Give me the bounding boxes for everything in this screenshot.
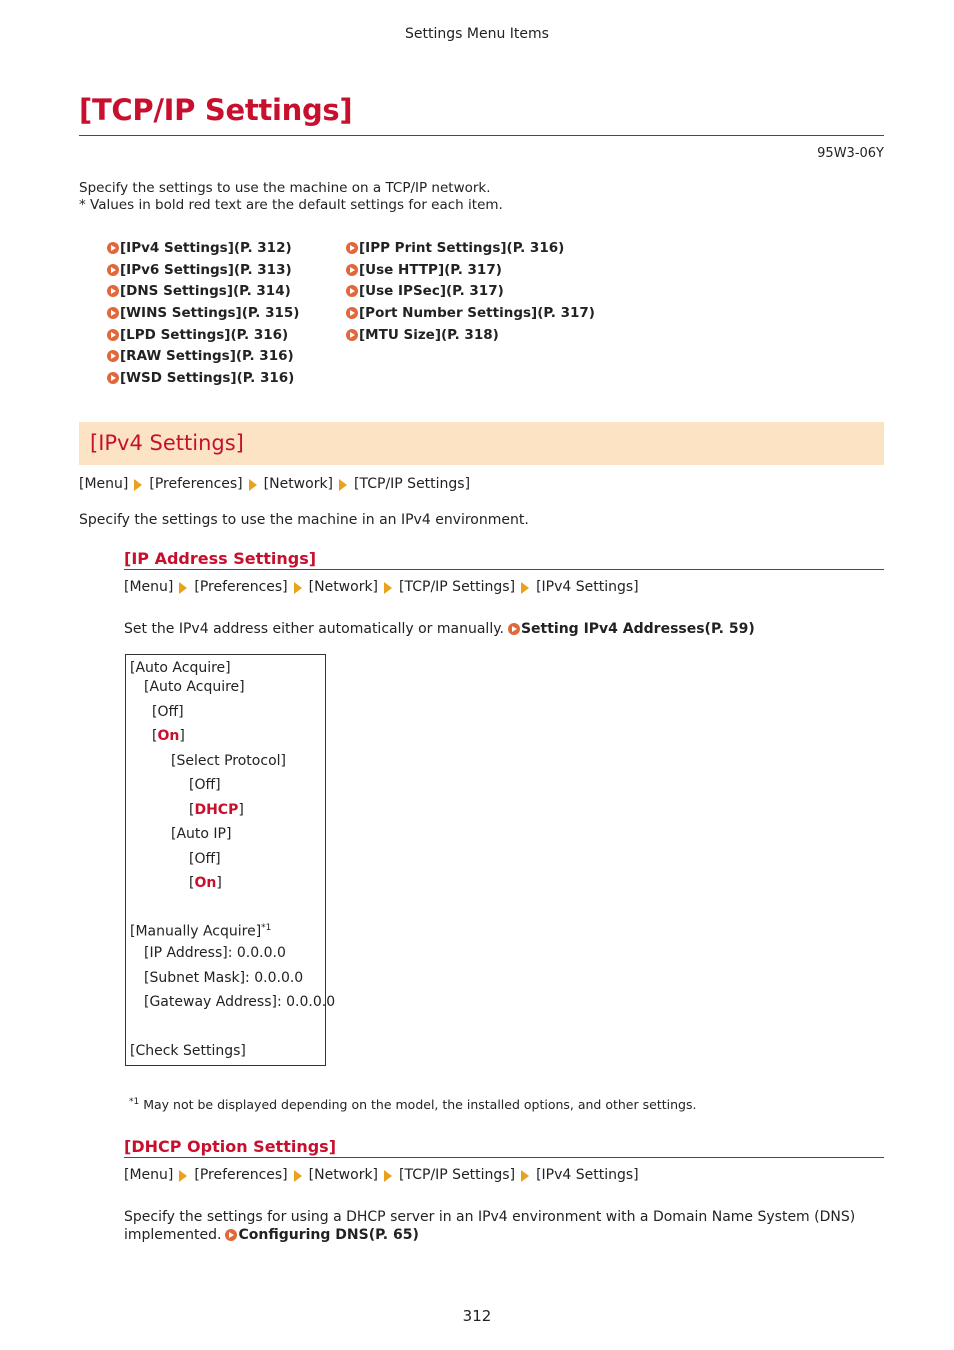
- tree-item-off: [Off]: [189, 777, 221, 793]
- intro-line-1: Specify the settings to use the machine on a TCP/IP network.: [79, 180, 491, 196]
- link-setting-ipv4-addresses[interactable]: Setting IPv4 Addresses(P. 59): [504, 621, 755, 637]
- tree-item-off: [Off]: [152, 704, 184, 720]
- breadcrumb-arrow-icon: [134, 479, 142, 491]
- intro-line-2: * Values in bold red text are the default settings for each item.: [79, 197, 503, 213]
- subheading-ip-address-settings: [IP Address Settings]: [124, 549, 884, 570]
- link-arrow-icon: [346, 242, 358, 254]
- link-arrow-icon: [107, 372, 119, 384]
- tree-item-on-default: [On]: [189, 875, 222, 891]
- link-arrow-icon: [107, 329, 119, 341]
- breadcrumb-item: [IPv4 Settings]: [536, 1167, 639, 1183]
- breadcrumb-arrow-icon: [339, 479, 347, 491]
- tree-item-check-settings: [Check Settings]: [130, 1043, 246, 1059]
- breadcrumb-arrow-icon: [384, 1170, 392, 1182]
- toc-link-lpd[interactable]: [LPD Settings](P. 316): [107, 324, 299, 346]
- breadcrumb-item: [Preferences]: [194, 1167, 288, 1183]
- link-arrow-icon: [225, 1229, 237, 1241]
- link-arrow-icon: [346, 264, 358, 276]
- breadcrumb-item: [Menu]: [79, 476, 129, 492]
- breadcrumb-arrow-icon: [249, 479, 257, 491]
- toc-link-raw[interactable]: [RAW Settings](P. 316): [107, 345, 299, 367]
- document-code: 95W3-06Y: [817, 146, 884, 161]
- toc-left-column: [107, 237, 299, 389]
- toc-link-use-http[interactable]: [Use HTTP](P. 317): [346, 259, 595, 281]
- ipv4-description: Specify the settings to use the machine in an IPv4 environment.: [79, 512, 529, 528]
- tree-item-off: [Off]: [189, 851, 221, 867]
- breadcrumb-arrow-icon: [294, 1170, 302, 1182]
- subheading-dhcp-option-settings: [DHCP Option Settings]: [124, 1137, 884, 1158]
- toc-link-ipv6[interactable]: [IPv6 Settings](P. 313): [107, 259, 299, 281]
- link-arrow-icon: [107, 285, 119, 297]
- breadcrumb-item: [IPv4 Settings]: [536, 579, 639, 595]
- tree-item-auto-acquire-root: [Auto Acquire]: [130, 660, 231, 676]
- toc-link-use-ipsec[interactable]: [Use IPSec](P. 317): [346, 280, 595, 302]
- link-arrow-icon: [107, 350, 119, 362]
- toc-link-dns[interactable]: [DNS Settings](P. 314): [107, 280, 299, 302]
- link-arrow-icon: [508, 623, 520, 635]
- breadcrumb-item: [TCP/IP Settings]: [399, 1167, 516, 1183]
- breadcrumb-arrow-icon: [521, 582, 529, 594]
- dhcp-option-description: Specify the settings for using a DHCP server in an IPv4 environment with a Domain Name System (DNS) implemented. Configuring DNS(P. 65): [124, 1209, 856, 1243]
- toc-link-mtu-size[interactable]: [MTU Size](P. 318): [346, 324, 595, 346]
- breadcrumb-item: [Menu]: [124, 1167, 174, 1183]
- breadcrumb-arrow-icon: [384, 582, 392, 594]
- breadcrumb-item: [TCP/IP Settings]: [354, 476, 471, 492]
- toc-link-wsd[interactable]: [WSD Settings](P. 316): [107, 367, 299, 389]
- ip-address-description: Set the IPv4 address either automatically or manually. Setting IPv4 Addresses(P. 59): [124, 621, 755, 637]
- section-heading-text: [IPv4 Settings]: [90, 431, 244, 455]
- title-divider: [79, 135, 884, 136]
- breadcrumb-item: [TCP/IP Settings]: [399, 579, 516, 595]
- toc-link-ipp-print[interactable]: [IPP Print Settings](P. 316): [346, 237, 595, 259]
- breadcrumb-arrow-icon: [521, 1170, 529, 1182]
- tree-item-subnet-mask: [Subnet Mask]: 0.0.0.0: [144, 970, 304, 986]
- breadcrumb-item: [Network]: [308, 579, 379, 595]
- page-title: [TCP/IP Settings]: [79, 93, 353, 127]
- tree-item-gateway-address: [Gateway Address]: 0.0.0.0: [144, 994, 336, 1010]
- toc-link-ipv4[interactable]: [IPv4 Settings](P. 312): [107, 237, 299, 259]
- link-arrow-icon: [346, 307, 358, 319]
- tree-item-ip-address: [IP Address]: 0.0.0.0: [144, 945, 286, 961]
- section-heading-ipv4: [79, 422, 884, 465]
- breadcrumb-ip-address: [124, 579, 639, 595]
- toc-link-port-number[interactable]: [Port Number Settings](P. 317): [346, 302, 595, 324]
- link-arrow-icon: [107, 242, 119, 254]
- breadcrumb-dhcp-option: [124, 1167, 639, 1183]
- settings-tree-box: [125, 654, 336, 1066]
- tree-item-on-default: [On]: [152, 728, 185, 744]
- tree-item-manually-acquire: [Manually Acquire]$^{*1}$: [130, 923, 272, 940]
- intro-text: [79, 180, 503, 214]
- link-arrow-icon: [346, 285, 358, 297]
- page-number: 312: [462, 1307, 492, 1325]
- tree-item-select-protocol: [Select Protocol]: [171, 753, 286, 769]
- breadcrumb-item: [Menu]: [124, 579, 174, 595]
- running-header: Settings Menu Items: [405, 26, 549, 42]
- link-configuring-dns[interactable]: Configuring DNS(P. 65): [221, 1227, 418, 1243]
- breadcrumb-arrow-icon: [179, 582, 187, 594]
- breadcrumb-ipv4: [79, 476, 470, 492]
- breadcrumb-arrow-icon: [179, 1170, 187, 1182]
- tree-item-auto-acquire: [Auto Acquire]: [144, 679, 245, 695]
- link-arrow-icon: [107, 307, 119, 319]
- breadcrumb-item: [Preferences]: [194, 579, 288, 595]
- breadcrumb-arrow-icon: [294, 582, 302, 594]
- tree-item-auto-ip: [Auto IP]: [171, 826, 232, 842]
- link-arrow-icon: [107, 264, 119, 276]
- footnote: $^{*1}$ May not be displayed depending on the model, the installed options, and other settings.: [129, 1097, 697, 1113]
- breadcrumb-item: [Network]: [263, 476, 334, 492]
- tree-item-dhcp-default: [DHCP]: [189, 802, 244, 818]
- toc-right-column: [346, 237, 595, 345]
- breadcrumb-item: [Preferences]: [149, 476, 243, 492]
- breadcrumb-item: [Network]: [308, 1167, 379, 1183]
- toc-link-wins[interactable]: [WINS Settings](P. 315): [107, 302, 299, 324]
- link-arrow-icon: [346, 329, 358, 341]
